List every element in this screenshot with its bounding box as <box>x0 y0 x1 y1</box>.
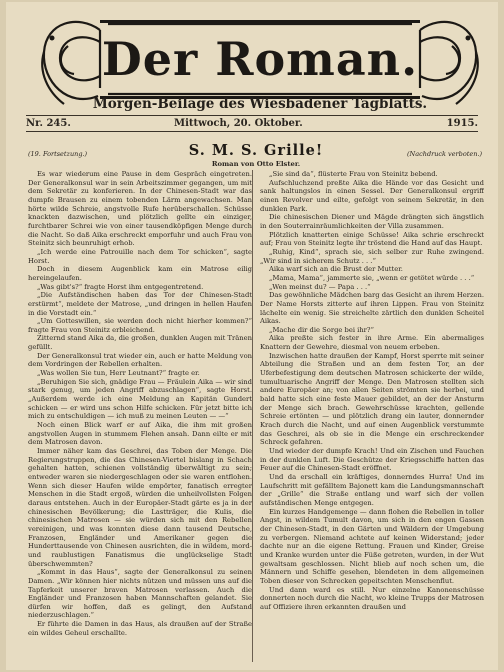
paragraph: Er führte die Damen in das Haus, als draußen auf der Straße ein wildes Geheul erschallte. <box>28 620 252 637</box>
paragraph: „Beruhigen Sie sich, gnädige Frau — Fräulein Aika — wir sind stark genug, um jeden Angriff abzuschlagen“, sagte Horst. „Außerdem werde ich eine Meldung an Kapitän Gundert schicken — er wird uns schon Hilfe schicken. Für jetzt bitte ich mich zu entschuldigen — ich muß zu meinen Leuten — —“ <box>28 377 252 421</box>
continuation-marker: (19. Fortsetzung.) <box>28 150 88 158</box>
paragraph: „Ruhig, Kind“, sprach sie, sich selber zur Ruhe zwingend. „Wir sind in sicherem Schutz . . .“ <box>260 247 484 265</box>
paragraph: „Wen meinst du? — Papa . . .“ <box>269 282 371 291</box>
paragraph: Und da erschall ein kräftiges, donnerndes Hurra! Und im Laufschritt mit gefälltem Bajonett kam die Landungsmannschaft der „Grille“ die Straße entlang und warf sich der vollen aufständischen Menge entgegen. <box>260 472 484 507</box>
paragraph: „Mache dir die Sorge bei ihr?“ <box>269 325 374 334</box>
paragraph: „Ich werde eine Patrouille nach dem Tor schicken“, sagte Horst. <box>28 247 252 265</box>
paragraph: Ein kurzes Handgemenge — dann flohen die Rebellen in toller Angst, in wildem Tumult davon, um sich in den engen Gassen der Chinesen-Stadt, in den Gärten und Wäldern der Umgebung zu verbergen. Niemand achtete auf keinen Widerstand; jeder dachte nur an die eigene Rettung. Frauen und Kinder, Greise und Kranke wurden unter die Füße getreten, wurden, in der Wut gewaltsam geschlossen. Nicht blieb auf noch schen um, die Männern und Schiffe gesehen, blendeten in dem allgemeinen Toben dieser von Schrecken gepeitschten Menschenflut. <box>260 507 484 585</box>
paragraph: „Kommt in das Haus“, sagte der Generalkonsul zu seinen Damen. „Wir können hier nichts nützen und müssen uns auf die Tapferkeit unserer braven Matrosen verlassen. Auch die Engländer und Franzosen haben Mannschaften gelandet. Sie dürfen wir hoffen, daß es gelingt, den Aufstand niederzuschlagen.“ <box>28 568 252 620</box>
paragraph: Die chinesischen Diener und Mägde drängten sich ängstlich in den Souterrainräumlichkeiten der Villa zusammen. <box>260 213 484 230</box>
paragraph: Plötzlich knatterten einige Schüsse! Aika schrie erschreckt auf; Frau von Steinitz legte ihr tröstend die Hand auf das Haupt. <box>260 230 484 248</box>
reprint-notice: (Nachdruck verboten.) <box>407 150 482 158</box>
paragraph: Das gewöhnliche Mädchen barg das Gesicht an ihrem Herzen. Der Name Horsts zitterte auf ihren Lippen. Frau von Steinitz lächelte ein wenig. Sie streichelte zärtlich den dunklen Scheitel Aikas. <box>260 291 484 326</box>
paragraph: Zitternd stand Aika da, die großen, dunklen Augen mit Tränen gefüllt. <box>28 334 252 352</box>
paragraph: „Mama, Mama“, jammerte sie, „wenn er getötet würde . . .“ <box>269 273 475 282</box>
paragraph: Es war wiederum eine Pause in dem Gespräch eingetreten. Der Generalkonsul war in sein Arbeitszimmer gegangen, um mit dem Sekretär zu konferieren. In der Chinesen-Stadt war das dumpfe Brausen zu einem tobenden Lärm angewachsen. Man hörte wilde Schreie, angstvolle Rufe herüberschallen. Schüsse knackten dazwischen, und plötzlich gellte ein einziger, furchtbarer Schrei wie von einer tausendköpfigen Menge durch die Nacht. So daß Aika erschreckt emporfuhr und auch Frau von Steinitz sich beunruhigt erhob. <box>28 170 252 248</box>
paragraph: Und dann ward es still. Nur einzelne Kanonenschüsse donnerten noch durch die Nacht, wo kleine Trupps der Matrosen auf Offiziere ihren erkannten draußen und <box>260 585 484 611</box>
paragraph: Immer näher kam das Geschrei, das Toben der Menge. Die Regierungstruppen, die das Chinesen-Viertel bislang in Schach gehalten hatten, schienen vollständig überwältigt zu sein; entweder waren sie niedergeschlagen oder sie waren entflohen. Wenn sich dieser Haufen wilde empörter, fanatisch erregter Menschen in die Stadt ergoß, würden die unheilvollsten Folgen daraus entstehen. Auch in der Europäer-Stadt gärte es ja in der chinesischen Bevölkerung; die Lastträger, die Kulis, die chinesischen Matrosen — sie würden sich mit den Rebellen vereinigen, und was konnten diese dann tausend Deutsche, Franzosen, Engländer und Amerikaner gegen die Hunderttausende von Chinesen ausrichten, die in wildem, mord- und raublustigen Fanatismus die unglückselige Stadt überschwemmten? <box>28 447 252 568</box>
issue-year: 1915. <box>446 118 478 129</box>
paragraph: „Um Gotteswillen, sie werden doch nicht hierher kommen?“ fragte Frau von Steinitz erbleichend. <box>28 317 252 334</box>
paragraph: „Die Aufständischen haben das Tor der Chinesen-Stadt erstürmt“, meldete der Matrose, „und dringen in hellen Haufen in die Vorstadt ein.“ <box>28 291 252 317</box>
text-column-left <box>28 170 252 664</box>
issue-date: Mittwoch, 20. Oktober. <box>174 118 303 129</box>
newspaper-page <box>6 2 498 670</box>
paragraph: Doch in diesem Augenblick kam ein Matrose eilig hereingelaufen. <box>28 265 252 282</box>
paragraph: Aufschluchzend preßte Aika die Hände vor das Gesicht und sank haltungslos in einen Sessel. Der Generalkonsul ergriff einen Revolver und eilte, gefolgt von seinem Sekretär, in den dunklen Park. <box>260 178 484 213</box>
issue-line <box>26 115 478 132</box>
story-title: S. M. S. Grille! <box>188 142 324 159</box>
story-byline: Roman von Otto Elster. <box>211 160 301 168</box>
paragraph: „Was gibt's?“ fragte Horst ihm entgegentretend. <box>37 282 204 291</box>
paragraph: Noch einen Blick warf er auf Aika, die ihm mit großen angstvollen Augen in stummem Flehen ansah. Dann eilte er mit dem Matrosen davon. <box>28 421 252 447</box>
paragraph: „Sie sind da“, flüsterte Frau von Steinitz bebend. <box>269 170 438 178</box>
paragraph: Aika preßte sich fester in ihre Arme. Ein abermaliges Knattern der Gewehre, diesmal von neuem erbeben. <box>260 334 484 352</box>
masthead <box>38 12 482 120</box>
paragraph: Aika warf sich an die Brust der Mutter. <box>269 265 403 274</box>
paragraph: Inzwischen hatte draußen der Kampf, Horst sperrte mit seiner Abteilung die Straßen und an dem festen Tor, an der Uferbefestigung dem deutschen Matrosen schickerte der wilde, tumultuarische Angriff der Menge. Den Matrosen stellten sich andere Europäer an; von allen Seiten strömten sie herbei, und bald hatte sich eine feste Mauer gebildet, an der der Ansturm der Menge sich brach. Gewehrschüsse krachten, gellende Schreie ertönten — und plötzlich drang ein lauter, donnernder Krach durch die Nacht, und auf einen Augenblick verstummte das Geschrei, als ob sie in die Menge ein erschreckender Schreck gefahren. <box>260 351 484 447</box>
paragraph: Der Generalkonsul trat wieder ein, auch er hatte Meldung von dem Vordringen der Rebellen erhalten. <box>28 351 252 369</box>
text-column-right <box>260 170 484 664</box>
issue-number: Nr. 245. <box>26 118 71 129</box>
masthead-title: Der Roman. <box>101 32 419 86</box>
paragraph: „Was wollen Sie tun, Herr Leutnant?“ fragte er. <box>37 369 200 378</box>
paragraph: Und wieder der dumpfe Krach! Und ein Zischen und Fauchen in der dunklen Luft. Die Geschütze der Kriegsschiffe hatten das Feuer auf die Chinesen-Stadt eröffnet. <box>260 447 484 473</box>
masthead-subtitle: Morgen-Beilage des Wiesbadener Tagblatts. <box>92 96 428 112</box>
column-divider <box>252 170 253 662</box>
